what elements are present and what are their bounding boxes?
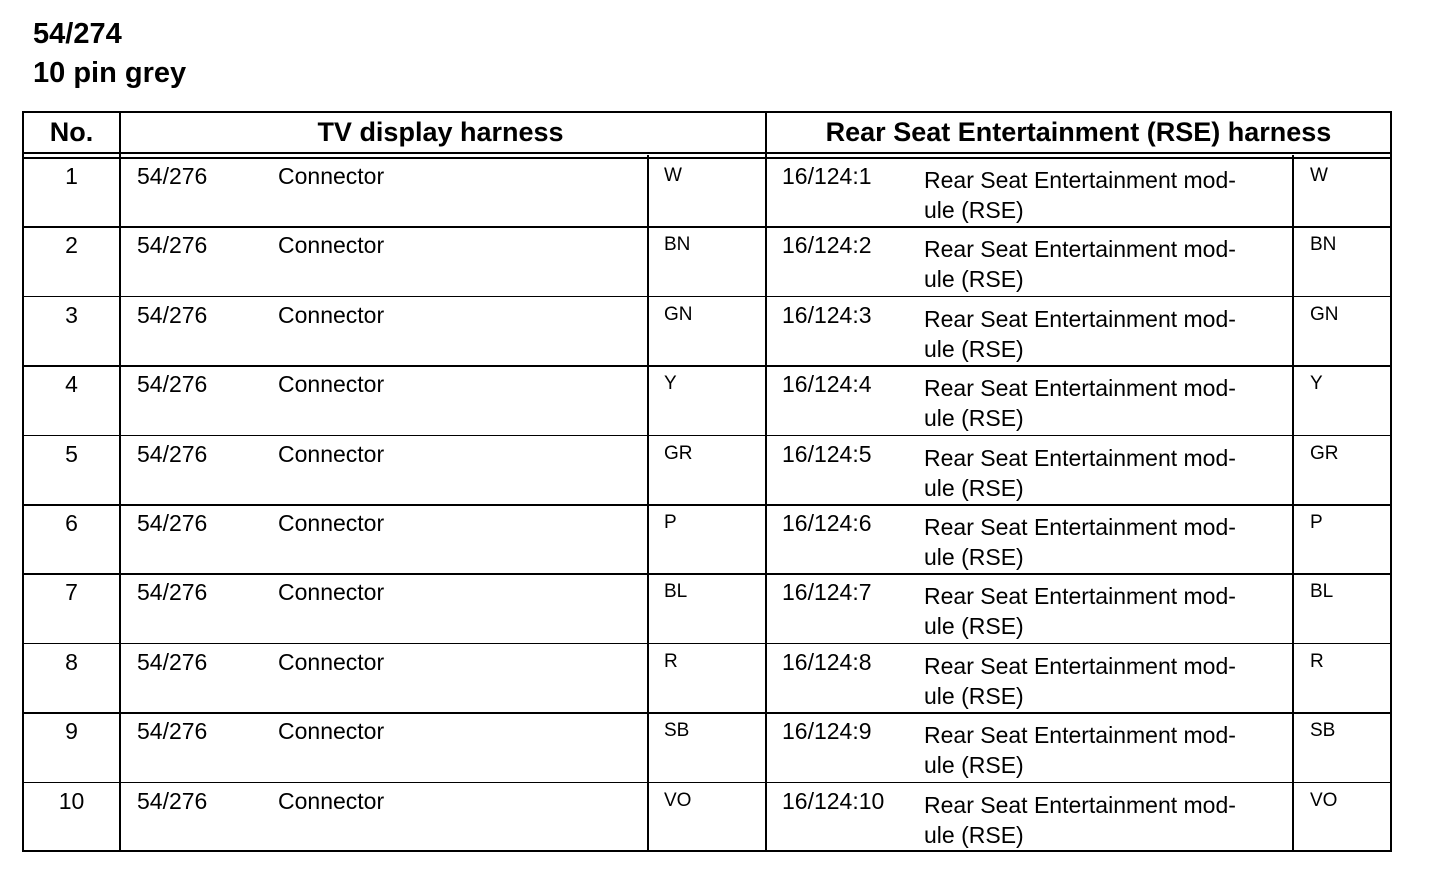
connector-description-title: 10 pin grey <box>33 57 187 89</box>
tv-connector-code: 54/276 <box>137 579 208 606</box>
table-row <box>24 436 1390 506</box>
rse-wire-color: BL <box>1310 581 1334 603</box>
rse-module-name-line1: Rear Seat Entertainment mod- <box>924 514 1236 540</box>
tv-connector-name: Connector <box>278 579 385 606</box>
tv-wire-color: GN <box>664 303 693 325</box>
tv-connector-code: 54/276 <box>137 232 208 259</box>
rse-pin-code: 16/124:10 <box>782 787 885 814</box>
rse-pin-code: 16/124:8 <box>782 648 872 675</box>
rse-module-name-line2: ule (RSE) <box>924 752 1024 779</box>
tv-wire-color: SB <box>664 720 690 742</box>
pin-number: 3 <box>65 301 78 328</box>
pin-number: 9 <box>65 718 78 745</box>
rse-wire-color: VO <box>1310 789 1338 811</box>
rse-pin-code: 16/124:6 <box>782 510 872 536</box>
rse-wire-color: GR <box>1310 442 1339 464</box>
pin-number: 6 <box>65 510 78 536</box>
tv-connector-name: Connector <box>278 648 385 675</box>
rse-wire-color: R <box>1310 650 1324 672</box>
pin-number: 10 <box>58 787 85 814</box>
rse-pin-code: 16/124:3 <box>782 301 872 328</box>
tv-connector-name: Connector <box>278 787 385 814</box>
rse-module-name-line2: ule (RSE) <box>924 405 1024 432</box>
rse-module-name-line1: Rear Seat Entertainment mod- <box>924 305 1236 332</box>
rse-pin-code: 16/124:2 <box>782 232 872 259</box>
rse-pin-code: 16/124:1 <box>782 163 872 189</box>
rse-wire-color: P <box>1310 512 1323 533</box>
pin-number: 7 <box>65 579 78 606</box>
rse-module-name <box>924 304 1274 364</box>
pin-number: 5 <box>65 440 78 467</box>
rse-pin-code: 16/124:4 <box>782 371 872 398</box>
tv-wire-color: Y <box>664 373 677 395</box>
table-row <box>24 505 1390 575</box>
rse-module-name <box>924 165 1274 225</box>
tv-connector-code: 54/276 <box>137 510 208 536</box>
rse-module-name <box>924 234 1274 294</box>
tv-wire-color: VO <box>664 789 692 811</box>
rse-module-name-line1: Rear Seat Entertainment mod- <box>924 444 1236 471</box>
connector-id-title: 54/274 <box>33 18 122 50</box>
rse-module-name-line2: ule (RSE) <box>924 197 1024 223</box>
rse-module-name <box>924 443 1274 503</box>
rse-module-name <box>924 512 1274 572</box>
pin-number: 8 <box>65 648 78 675</box>
tv-connector-code: 54/276 <box>137 301 208 328</box>
rse-module-name-line1: Rear Seat Entertainment mod- <box>924 375 1236 402</box>
header-rse-harness: Rear Seat Entertainment (RSE) harness <box>825 117 1332 147</box>
rse-module-name-line2: ule (RSE) <box>924 821 1024 848</box>
tv-connector-name: Connector <box>278 371 385 398</box>
tv-connector-code: 54/276 <box>137 163 208 189</box>
header-divider <box>24 152 1390 154</box>
pin-table <box>22 111 1392 852</box>
rse-pin-code: 16/124:5 <box>782 440 872 467</box>
table-row <box>24 297 1390 367</box>
rse-module-name <box>924 373 1274 433</box>
rse-wire-color: GN <box>1310 303 1339 325</box>
rse-pin-code: 16/124:9 <box>782 718 872 745</box>
tv-connector-name: Connector <box>278 301 385 328</box>
rse-module-name <box>924 720 1274 780</box>
rse-module-name-line2: ule (RSE) <box>924 613 1024 640</box>
tv-connector-code: 54/276 <box>137 440 208 467</box>
rse-module-name-line1: Rear Seat Entertainment mod- <box>924 236 1236 263</box>
pin-number: 2 <box>65 232 78 259</box>
tv-wire-color: P <box>664 512 677 533</box>
tv-connector-code: 54/276 <box>137 787 208 814</box>
tv-connector-name: Connector <box>278 510 385 536</box>
tv-wire-color: BN <box>664 234 691 256</box>
tv-connector-code: 54/276 <box>137 718 208 745</box>
rse-module-name-line2: ule (RSE) <box>924 544 1024 570</box>
header-no: No. <box>49 117 94 147</box>
rse-wire-color: SB <box>1310 720 1336 742</box>
tv-wire-color: R <box>664 650 678 672</box>
rse-wire-color: W <box>1310 165 1328 186</box>
table-row <box>24 574 1390 644</box>
rse-module-name-line1: Rear Seat Entertainment mod- <box>924 791 1236 818</box>
tv-connector-name: Connector <box>278 718 385 745</box>
rse-module-name-line2: ule (RSE) <box>924 682 1024 709</box>
pin-number: 4 <box>65 371 78 398</box>
rse-module-name-line1: Rear Seat Entertainment mod- <box>924 167 1236 193</box>
rse-module-name-line2: ule (RSE) <box>924 266 1024 293</box>
tv-wire-color: GR <box>664 442 693 464</box>
tv-connector-code: 54/276 <box>137 648 208 675</box>
rse-module-name <box>924 581 1274 641</box>
rse-module-name-line2: ule (RSE) <box>924 474 1024 501</box>
table-row <box>24 227 1390 297</box>
rse-wire-color: Y <box>1310 373 1323 395</box>
rse-module-name-line2: ule (RSE) <box>924 335 1024 362</box>
header-tv-display-harness: TV display harness <box>317 117 564 147</box>
table-row <box>24 713 1390 783</box>
rse-pin-code: 16/124:7 <box>782 579 872 606</box>
rse-module-name-line1: Rear Seat Entertainment mod- <box>924 583 1236 610</box>
table-row <box>24 644 1390 714</box>
tv-connector-name: Connector <box>278 440 385 467</box>
rse-module-name <box>924 651 1274 711</box>
tv-wire-color: BL <box>664 581 688 603</box>
tv-connector-name: Connector <box>278 163 385 189</box>
rse-module-name-line1: Rear Seat Entertainment mod- <box>924 722 1236 749</box>
table-row <box>24 366 1390 436</box>
pin-number: 1 <box>65 163 78 189</box>
table-row <box>24 158 1390 228</box>
rse-wire-color: BN <box>1310 234 1337 256</box>
table-row <box>24 783 1390 853</box>
rse-module-name <box>924 790 1274 850</box>
rse-module-name-line1: Rear Seat Entertainment mod- <box>924 652 1236 679</box>
tv-wire-color: W <box>664 165 682 186</box>
tv-connector-name: Connector <box>278 232 385 259</box>
tv-connector-code: 54/276 <box>137 371 208 398</box>
